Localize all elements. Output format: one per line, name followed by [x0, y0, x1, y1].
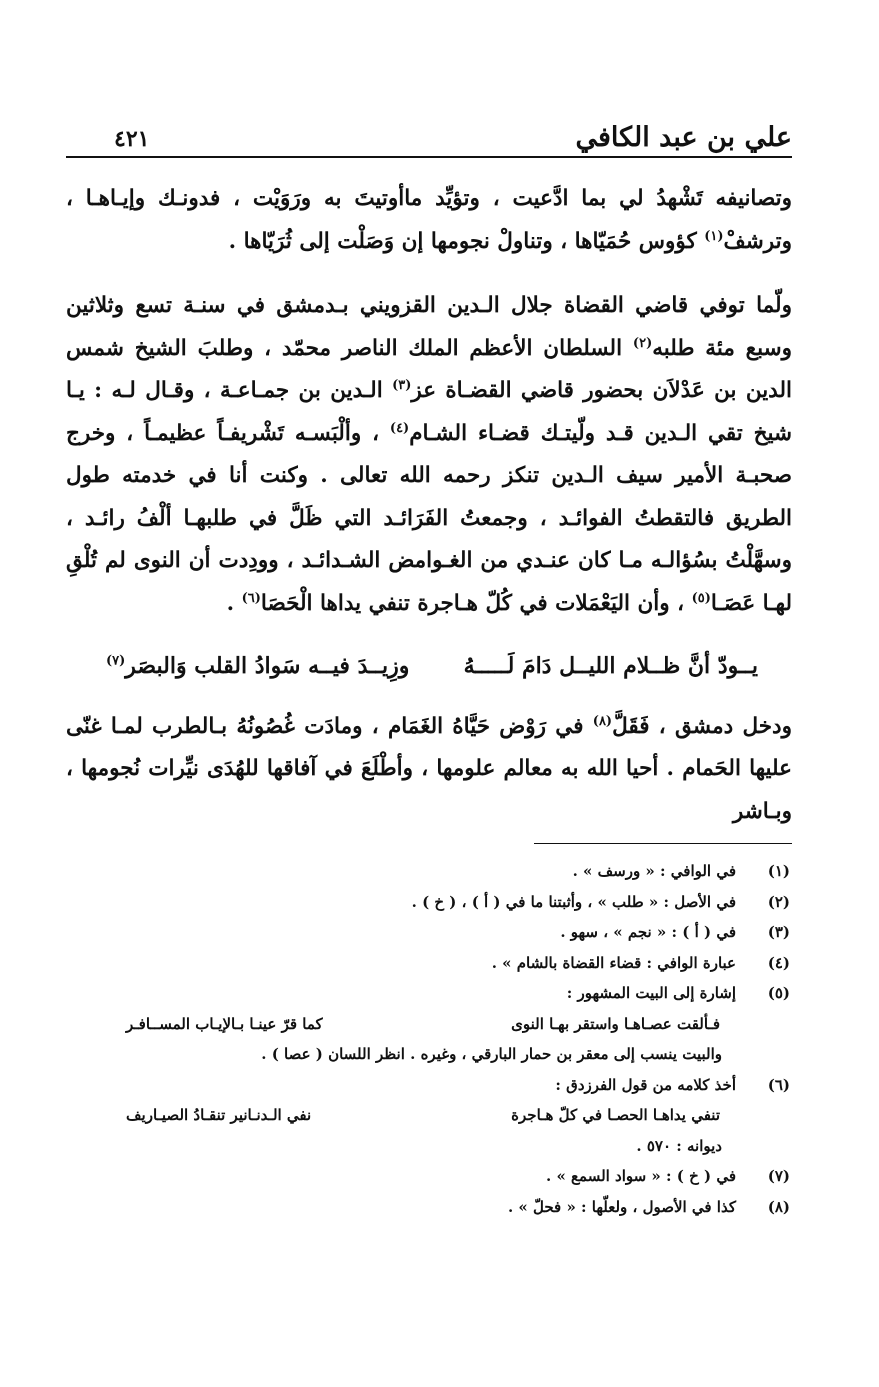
footnote-continuation: والبيت ينسب إلى معقر بن حمار البارقي ، وغيره . انظر اللسان ( عصا ) .	[261, 1045, 722, 1063]
footnote-item	[66, 978, 792, 1009]
footnote-ref: (٥)	[691, 590, 711, 606]
footnote-item	[66, 887, 792, 918]
verse-second-hemistich: كما قرّ عينـا بـالإيـاب المســافـر	[126, 1014, 323, 1033]
footnote-text: في ( خ ) : « سواد السمع » .	[546, 1167, 736, 1185]
footnotes	[66, 856, 792, 1222]
main-text	[66, 178, 792, 833]
footnote-ref: (٣)	[392, 377, 412, 393]
footnote-ref: (٢)	[632, 335, 653, 351]
footnote-item	[66, 856, 792, 887]
verse-first-hemistich: يــودّ أنَّ ظــلام الليــل دَامَ لَـــــهُ	[463, 653, 758, 679]
footnote-item	[66, 917, 792, 948]
footnote-ref: (٤)	[389, 420, 410, 436]
paragraph-2	[66, 285, 792, 625]
footnote-number: (٨)	[767, 1197, 790, 1216]
footnote-item	[66, 1161, 792, 1192]
footnote-ref: (٨)	[592, 713, 613, 729]
footnote-text: عبارة الوافي : قضاء القضاة بالشام » .	[491, 953, 736, 972]
text-run: السلطان الأعظم الملك الناصر محمّد ، وطلبَ الشيخ شمس الدين بن عَدْلاَن بحضور قاضي القضـاة عز	[66, 335, 792, 403]
footnote-item	[66, 1070, 792, 1101]
text-run: ، وأن اليَعْمَلات في كُلّ هـاجرة تنفي يداها الْحَصَا	[260, 590, 692, 616]
text-run: الـدين بن جمـاعـة ، وقـال لـه : يـا شيخ تقي الـدين قـد ولّيتـك قضـاء الشـام	[66, 378, 792, 446]
text-run: وزِيــدَ فيــه سَوادُ القلب وَالبصَر	[125, 653, 410, 679]
book-page	[66, 112, 792, 1222]
running-title: علي بن عبد الكافي	[575, 122, 792, 153]
footnote-number: (١)	[767, 862, 790, 880]
footnote-number: (٧)	[767, 1167, 790, 1185]
paragraph-1	[66, 178, 792, 263]
verse-first-hemistich: فـألقت عصـاهـا واستقر بهـا النوى	[511, 1014, 720, 1033]
text-run: وتصانيفه تَشْهدُ لي بما ادَّعيت ، وتؤيِّد ماأوتيتَ به ورَوَيْت ، فدونـك وإيـاهـا ، وترشفْ	[66, 186, 792, 254]
footnote-continuation: ديوانه : ٥٧٠ .	[636, 1136, 722, 1155]
footnote-ref: (٧)	[106, 653, 126, 669]
text-run: ، وألْبَسـه تَشْريفـاً عظيمـاً ، وخرج صحبـة الأمير سيف الـدين تنكز رحمه الله تعالى . وكنت أنا في خدمته طول الطريق فالتقطتُ الفوائـد ، وجمعتُ الفَرَائـد التي ظَلَّ في طلبهـا ألْفُ رائـد ، وسهَّلْتُ بسُؤالـه مـا كان عنـدي من الغـوامض الشـدائـد ، وودِدت أن النوى لم تُلْقِ لهـا عَصَـا	[66, 420, 792, 616]
paragraph-3	[66, 706, 792, 834]
page-number: ٤٢١	[114, 126, 150, 152]
footnote-text: كذا في الأصول ، ولعلّها : « فحلّ » .	[507, 1197, 736, 1216]
text-run: ودخل دمشق ، فَقَلَّ	[612, 713, 793, 739]
footnote-verse	[66, 1009, 792, 1040]
footnote-divider	[534, 843, 792, 844]
footnote-text: في الأصل : « طلب » ، وأثبتنا ما في ( أ ) ، ( خ ) .	[411, 892, 736, 911]
text-run: في رَوْض حَيَّاهُ الغَمَام ، ومادَت غُصُونُهُ بـالطرب لمـا غنّى عليها الحَمام . أحيا الله به معالم علومها ، وأطْلَعَ في آفاقها للهُدَى نيِّرات نُجومها ، وبـاشر	[66, 713, 792, 824]
footnote-text: إشارة إلى البيت المشهور :	[566, 984, 736, 1002]
text-run: ولّما توفي قاضي القضاة جلال الـدين القزويني بـدمشق في سنـة تسع وثلاثين وسبع مئة طلبه	[66, 293, 792, 361]
page-header	[66, 112, 792, 158]
poetry-verse	[106, 645, 758, 688]
footnote-number: (٤)	[767, 953, 790, 972]
footnote-ref: (٦)	[241, 590, 261, 606]
footnote-text: أخذ كلامه من قول الفرزدق :	[555, 1075, 736, 1094]
verse-second-hemistich	[106, 645, 409, 688]
footnote-ref: (١)	[704, 228, 724, 244]
footnote-number: (٣)	[767, 923, 790, 941]
footnote-item	[66, 1192, 792, 1223]
footnote-number: (٥)	[767, 984, 790, 1002]
text-run: كؤوس حُمَيّاها ، وتناولْ نجومها إن وَصَلْت إلى ثُرَيّاها .	[228, 228, 705, 254]
footnote-item	[66, 948, 792, 979]
verse-second-hemistich: نفي الـدنـانير تنقـادُ الصيـاريف	[126, 1106, 312, 1124]
footnote-text: في ( أ ) : « نجم » ، سهو .	[560, 923, 736, 941]
verse-first-hemistich: تنفي يداهـا الحصـا في كلّ هـاجرة	[511, 1106, 720, 1124]
text-run: .	[226, 590, 242, 616]
footnote-text: في الوافي : « ورسف » .	[572, 862, 736, 880]
footnote-verse	[66, 1100, 792, 1131]
footnote-number: (٢)	[767, 892, 790, 911]
footnote-number: (٦)	[767, 1075, 790, 1094]
